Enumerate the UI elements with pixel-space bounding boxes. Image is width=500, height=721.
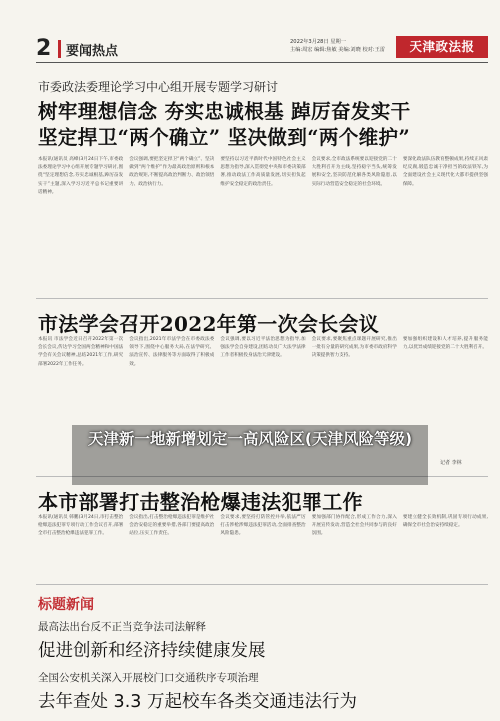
article1-column: 会议要求,全市政法系统要以迎接党的二十大胜利召开为主线,坚持稳字当头,统筹发展和安全,坚决防范化解各类风险隐患,以实际行动营造安全稳定的社会环境。	[311, 157, 397, 187]
article-divider	[36, 298, 488, 299]
news-item-title[interactable]: 去年查处 3.3 万起校车各类交通违法行为	[38, 692, 357, 712]
news-item-kicker: 最高法出台反不正当竞争法司法解释	[38, 621, 206, 633]
overlay-title[interactable]: 天津新一地新增划定一高风险区(天津风险等级)	[87, 430, 413, 448]
article2-column: 会议强调,要以习近平法治思想为指导,加强法学会自身建设,团结动员广大法学法律工作者积极投身法治天津建设。	[220, 337, 306, 359]
article1-column: 要坚持以习近平新时代中国特色社会主义思想为指导,深入贯彻党中央和市委决策部署,推动政法工作高质量发展,切实担负起维护安全稳定的政治责任。	[220, 157, 306, 187]
header-rule	[36, 62, 488, 63]
article3-headline: 本市部署打击整治枪爆违法犯罪工作	[38, 490, 363, 514]
article1-kicker: 市委政法委理论学习中心组开展专题学习研讨	[38, 80, 279, 94]
article3-column: 会议指出,打击整治枪爆违法犯罪是维护社会治安稳定的重要举措,各部门要提高政治站位,压实工作责任。	[129, 515, 215, 537]
header-editors: 主编:周宏 编辑:焦敏 美编:刘晓 校对:王雷	[290, 47, 385, 53]
article3-column: 会议要求,要坚持打防管控并举,依法严厉打击涉枪涉爆违法犯罪活动,全面排查整治风险隐患。	[220, 515, 306, 537]
header-meta	[290, 38, 390, 54]
section-marker	[58, 40, 61, 58]
news-item-title[interactable]: 促进创新和经济持续健康发展	[38, 641, 266, 661]
article-divider	[36, 584, 488, 585]
article2-credit: 记者 李林	[440, 460, 462, 466]
article1-column: 要深化政法队伍教育整顿成果,持续正风肃纪反腐,锻造忠诚干净担当的政法铁军,为全面建设社会主义现代化大都市提供坚强保障。	[402, 157, 488, 187]
article1-column: 本报讯(通讯员 高峰)3月24日下午,市委政法委理论学习中心组开展专题学习研讨,围绕“坚定理想信念,夯实忠诚根基,踔厉奋发实干”主题,深入学习习近平总书记重要讲话精神。	[38, 157, 124, 195]
article2-column: 要加强组织建设和人才培养,提升服务能力,以优异成绩迎接党的二十大胜利召开。	[402, 337, 488, 351]
article2-column: 会议指出,2021年市法学会在市委政法委领导下,围绕中心服务大局,在法学研究、法治宣传、法律服务等方面取得了积极成效。	[129, 337, 215, 367]
news-item-kicker: 全国公安机关深入开展校门口交通秩序专项治理	[38, 672, 259, 684]
article3-column: 要建立健全长效机制,巩固专项行动成果,确保全市社会治安持续稳定。	[402, 515, 488, 529]
article1-column: 会议强调,要把坚定捍卫“两个确立”、坚决做到“两个维护”作为最高政治原则和根本政治规矩,不断提高政治判断力、政治领悟力、政治执行力。	[129, 157, 215, 187]
article2-headline: 市法学会召开2022年第一次会长会议	[38, 312, 380, 336]
article1-body	[38, 156, 488, 288]
article3-body	[38, 514, 488, 576]
header-date: 2022年3月28日 星期一	[290, 39, 346, 45]
article3-column: 要加强部门协作配合,形成工作合力,深入开展宣传发动,营造全社会共同参与的良好氛围。	[311, 515, 397, 537]
page-header	[0, 0, 500, 62]
article2-column: 本报讯 市法学会近日召开2022年第一次会长会议,传达学习全国两会精神和中国法学会有关会议精神,总结2021年工作,研究部署2022年工作任务。	[38, 337, 124, 367]
masthead-logo: 天津政法报	[396, 36, 488, 58]
article1-headline-line2: 坚定捍卫“两个确立” 坚决做到“两个维护”	[38, 126, 411, 149]
headline-news-title: 标题新闻	[38, 597, 94, 613]
section-name: 要闻热点	[66, 44, 119, 59]
article2-column: 会议要求,要聚焦重点课题开展研究,推出一批有分量的研究成果,为市委市政府科学决策提供智力支持。	[311, 337, 397, 359]
article3-column: 本报讯(通讯员 韩鹏)3月24日,市打击整治枪爆违法犯罪专项行动工作会议召开,部署全市打击整治枪爆违法犯罪工作。	[38, 515, 124, 537]
page-number: 2	[36, 36, 52, 61]
article1-headline-line1: 树牢理想信念 夯实忠诚根基 踔厉奋发实干	[38, 100, 411, 123]
